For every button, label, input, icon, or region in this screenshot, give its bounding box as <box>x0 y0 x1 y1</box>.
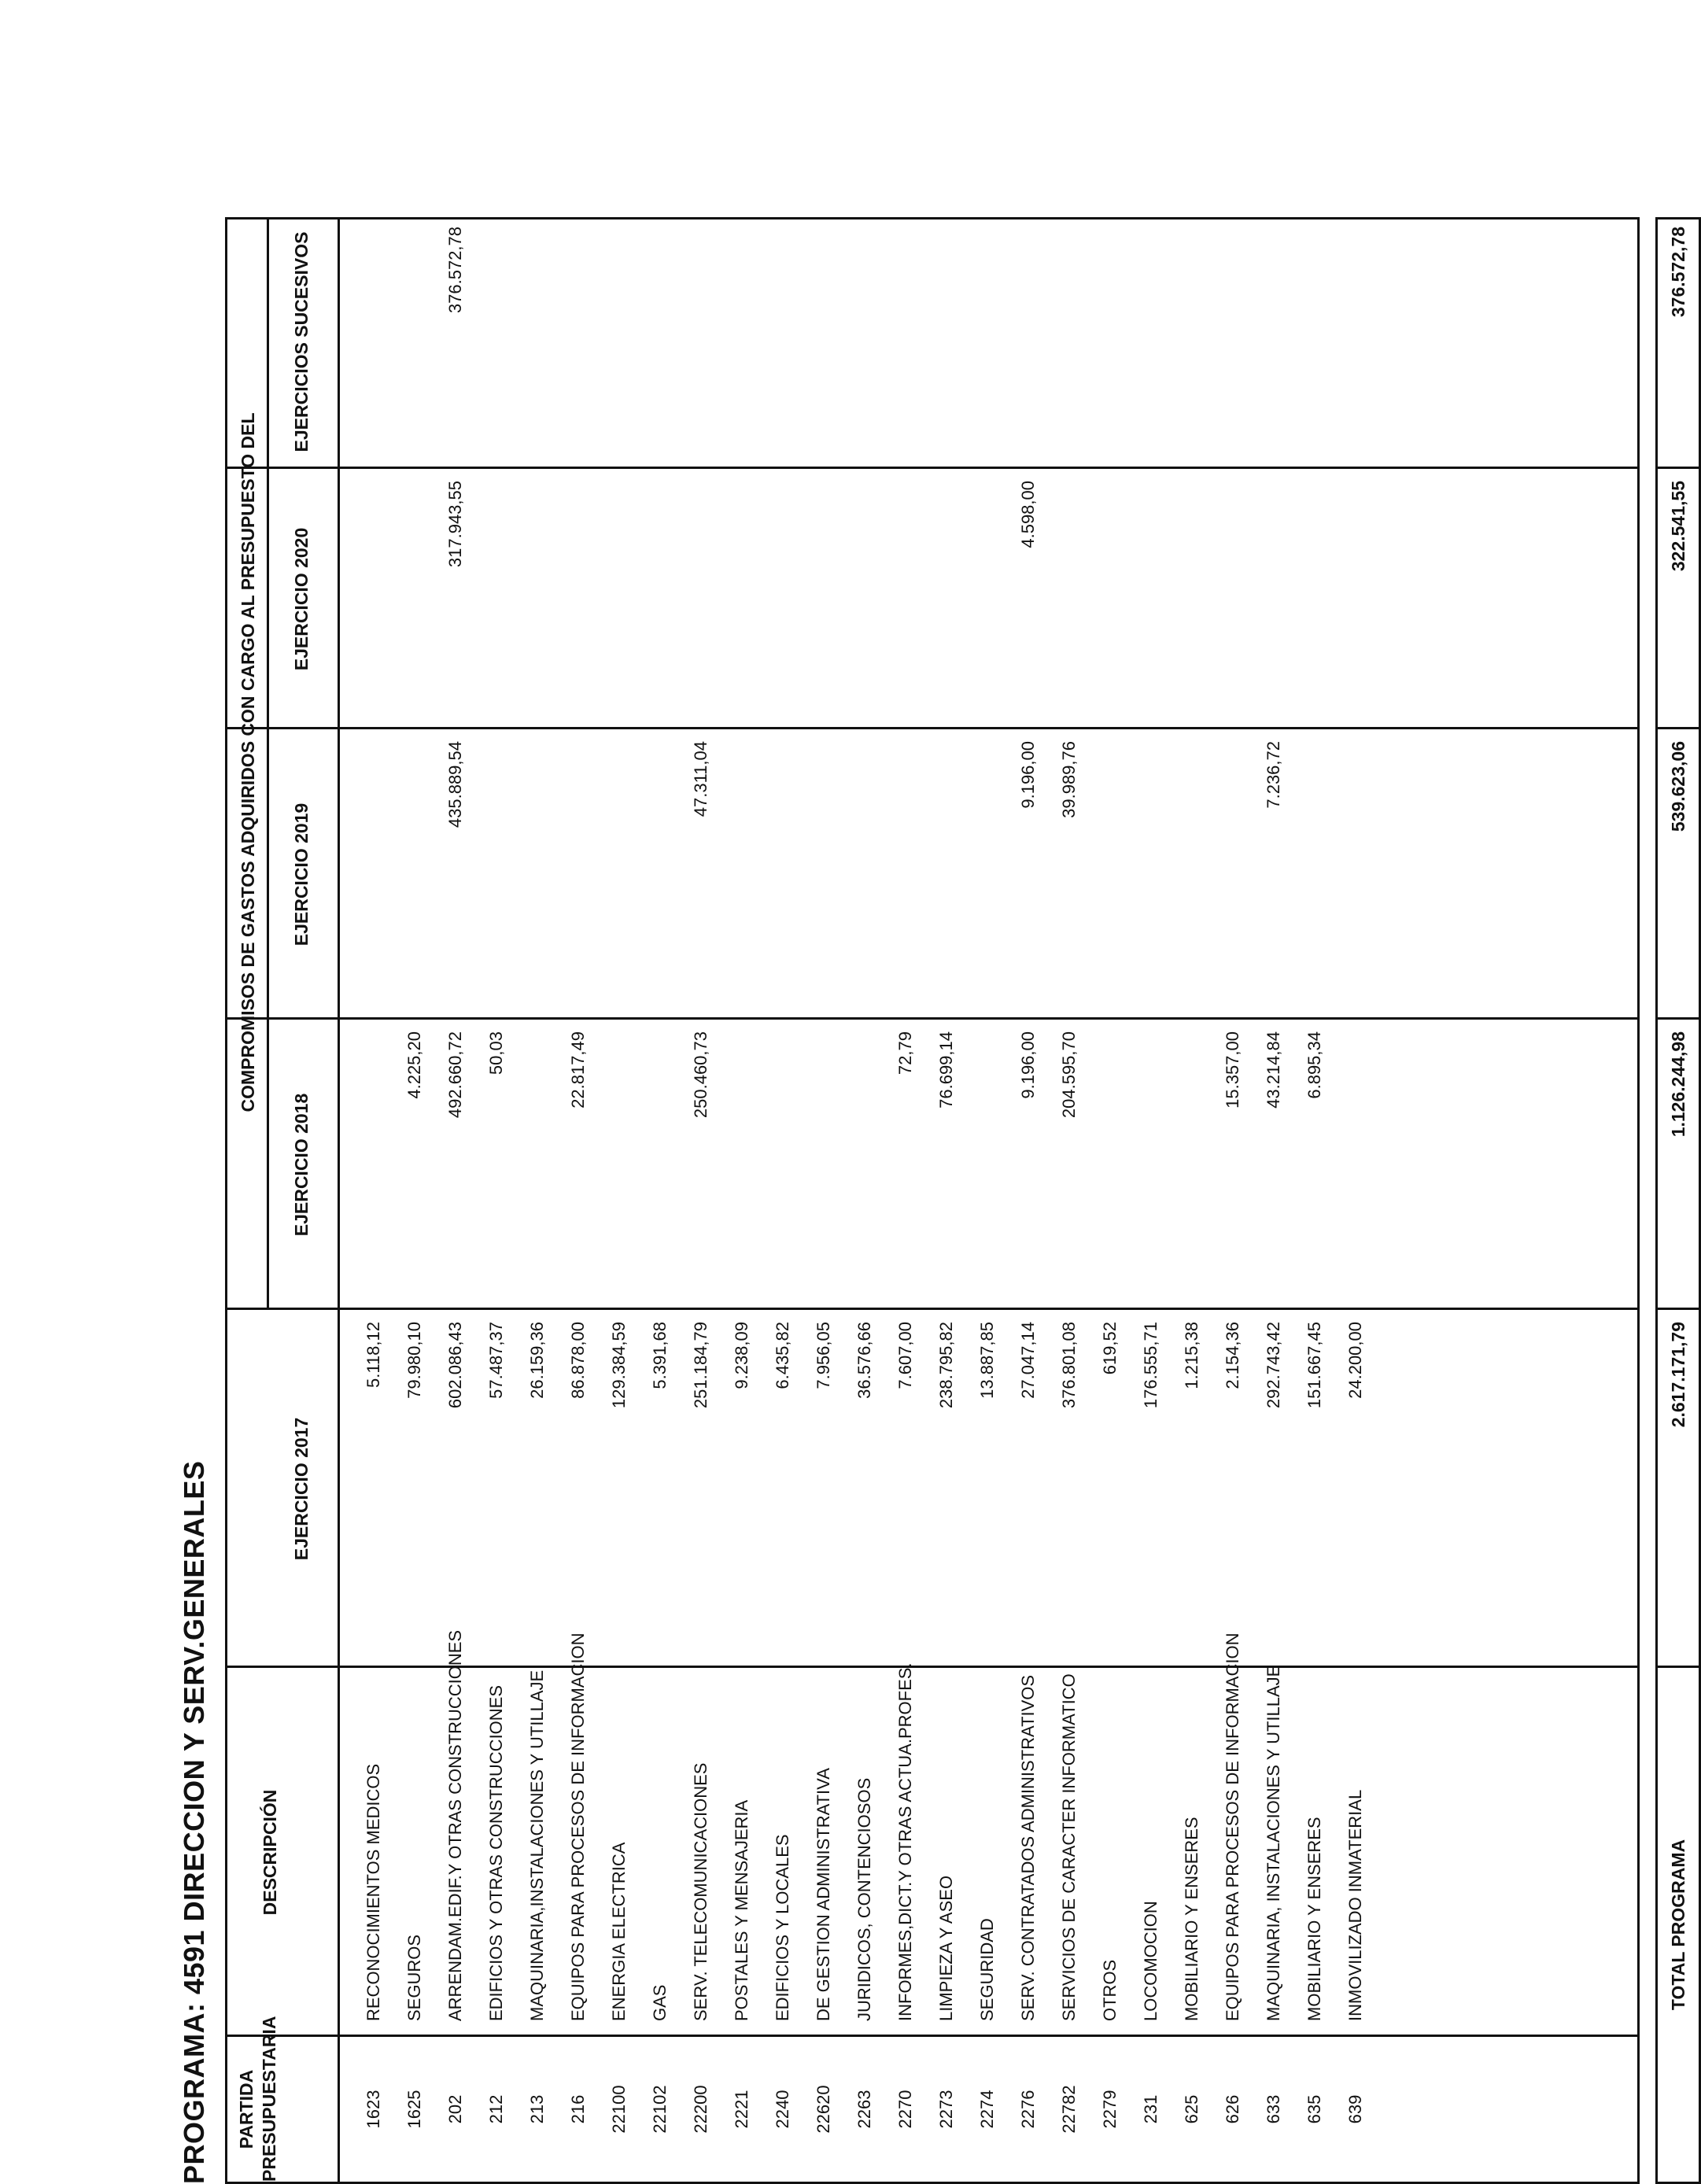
table-row <box>1172 220 1212 2182</box>
ejercicio-2017-value: 7.607,00 <box>895 1322 915 1389</box>
table-row <box>844 220 885 2182</box>
partida-code: 2274 <box>977 2090 997 2129</box>
ejercicio-2018-value: 4.225,20 <box>404 1031 424 1099</box>
partida-code: 635 <box>1304 2094 1324 2124</box>
ejercicio-2020-value <box>1335 481 1376 729</box>
descripcion: GAS <box>650 1984 670 2021</box>
table-row <box>435 220 476 2182</box>
descripcion: INFORMES,DICT.Y OTRAS ACTUA.PROFES. <box>895 1662 915 2021</box>
ejercicio-2017-value: 6.435,82 <box>773 1322 792 1389</box>
ejercicios-sucesivos-value <box>353 227 394 469</box>
descripcion: MOBILIARIO Y ENSERES <box>1182 1817 1201 2021</box>
total-2017: 2.617.171,79 <box>1668 1322 1688 1428</box>
ejercicio-2018-value: 22.817,49 <box>568 1031 588 1109</box>
table-row <box>967 220 1008 2182</box>
ejercicio-2018-value <box>353 1031 394 1310</box>
table-row <box>353 220 394 2182</box>
table-row <box>1008 220 1049 2182</box>
ejercicios-sucesivos-value <box>1008 227 1049 469</box>
partida-code: 213 <box>527 2094 547 2124</box>
descripcion: SEGUROS <box>404 1934 424 2021</box>
ejercicios-sucesivos-value <box>681 227 721 469</box>
ejercicios-sucesivos-value <box>476 227 517 469</box>
total-row <box>1655 217 1701 2184</box>
descripcion: SERVICIOS DE CARACTER INFORMATICO <box>1059 1673 1079 2021</box>
ejercicio-2018-value: 204.595,70 <box>1059 1031 1079 1119</box>
ejercicio-2020-value <box>885 481 926 729</box>
ejercicio-2019-value: 39.989,76 <box>1059 741 1079 818</box>
ejercicio-2017-value: 27.047,14 <box>1018 1322 1038 1399</box>
descripcion: OTROS <box>1100 1959 1120 2021</box>
ejercicios-sucesivos-value <box>762 227 803 469</box>
ejercicio-2020-value <box>558 481 599 729</box>
ejercicio-2019-value: 7.236,72 <box>1264 741 1283 809</box>
table-row <box>721 220 762 2182</box>
header-ejercicio-2017: EJERCICIO 2017 <box>291 1417 312 1561</box>
partida-code: 2270 <box>895 2090 915 2129</box>
ejercicio-2019-value <box>599 741 640 1020</box>
ejercicio-2019-value <box>640 741 681 1020</box>
budget-table <box>225 217 1640 2184</box>
partida-code: 212 <box>486 2094 506 2124</box>
ejercicio-2017-value: 619,52 <box>1100 1322 1120 1375</box>
ejercicio-2020-value <box>1212 481 1253 729</box>
ejercicios-sucesivos-value <box>517 227 558 469</box>
ejercicio-2019-value <box>967 741 1008 1020</box>
ejercicio-2020-value <box>803 481 844 729</box>
ejercicio-2019-value <box>1090 741 1131 1020</box>
ejercicio-2018-value <box>721 1031 762 1310</box>
ejercicios-sucesivos-value <box>1253 227 1294 469</box>
ejercicio-2017-value: 602.086,43 <box>445 1322 465 1409</box>
ejercicio-2019-value: 435.889,54 <box>445 741 465 828</box>
ejercicio-2019-value <box>803 741 844 1020</box>
ejercicio-2019-value <box>762 741 803 1020</box>
ejercicio-2019-value <box>394 741 435 1020</box>
ejercicio-2018-value <box>1335 1031 1376 1310</box>
ejercicio-2018-value <box>967 1031 1008 1310</box>
ejercicio-2017-value: 176.555,71 <box>1141 1322 1160 1409</box>
ejercicio-2020-value <box>1131 481 1172 729</box>
ejercicios-sucesivos-value <box>885 227 926 469</box>
partida-code: 2221 <box>732 2090 751 2129</box>
ejercicios-sucesivos-value: 376.572,78 <box>445 227 465 314</box>
ejercicio-2020-value <box>640 481 681 729</box>
ejercicio-2018-value <box>1131 1031 1172 1310</box>
ejercicio-2019-value <box>1172 741 1212 1020</box>
table-row <box>762 220 803 2182</box>
ejercicio-2017-value: 86.878,00 <box>568 1322 588 1399</box>
ejercicio-2020-value <box>517 481 558 729</box>
ejercicio-2018-value <box>599 1031 640 1310</box>
table-row <box>476 220 517 2182</box>
ejercicio-2017-value: 151.667,45 <box>1304 1322 1324 1409</box>
table-row <box>1253 220 1294 2182</box>
descripcion: SERV. CONTRATADOS ADMINISTRATIVOS <box>1018 1674 1038 2021</box>
table-row <box>640 220 681 2182</box>
ejercicio-2018-value <box>517 1031 558 1310</box>
ejercicio-2019-value <box>721 741 762 1020</box>
partida-code: 2276 <box>1018 2090 1038 2129</box>
ejercicio-2019-value <box>885 741 926 1020</box>
table-row <box>1131 220 1172 2182</box>
total-2018: 1.126.244,98 <box>1668 1031 1688 1138</box>
table-row <box>1090 220 1131 2182</box>
partida-code: 2273 <box>936 2090 956 2129</box>
ejercicio-2017-value: 24.200,00 <box>1345 1322 1365 1399</box>
partida-code: 22100 <box>609 2085 629 2134</box>
ejercicio-2017-value: 57.487,37 <box>486 1322 506 1399</box>
partida-code: 2279 <box>1100 2090 1120 2129</box>
page-title: PROGRAMA: 4591 DIRECCION Y SERV.GENERALES <box>178 1460 210 2184</box>
ejercicio-2020-value <box>394 481 435 729</box>
partida-code: 639 <box>1345 2094 1365 2124</box>
ejercicios-sucesivos-value <box>1294 227 1335 469</box>
table-row <box>1294 220 1335 2182</box>
descripcion: SEGURIDAD <box>977 1918 997 2021</box>
descripcion: DE GESTION ADMINISTRATIVA <box>814 1768 833 2021</box>
ejercicio-2020-value: 317.943,55 <box>445 481 465 568</box>
header-ejercicio-2018: EJERCICIO 2018 <box>291 1093 312 1237</box>
ejercicios-sucesivos-value <box>1090 227 1131 469</box>
ejercicio-2020-value <box>844 481 885 729</box>
partida-code: 22620 <box>814 2085 833 2134</box>
ejercicio-2018-value: 6.895,34 <box>1304 1031 1324 1099</box>
table-row <box>1335 220 1376 2182</box>
ejercicio-2017-value: 79.980,10 <box>404 1322 424 1399</box>
partida-code: 626 <box>1223 2094 1242 2124</box>
ejercicio-2018-value <box>844 1031 885 1310</box>
ejercicio-2019-value <box>1212 741 1253 1020</box>
partida-code: 2263 <box>854 2090 874 2129</box>
header-descripcion: DESCRIPCIÓN <box>260 1789 280 1916</box>
table-row <box>599 220 640 2182</box>
ejercicio-2019-value <box>1335 741 1376 1020</box>
ejercicio-2017-value: 238.795,82 <box>936 1322 956 1409</box>
ejercicio-2019-value <box>1131 741 1172 1020</box>
ejercicio-2018-value: 15.357,00 <box>1223 1031 1242 1109</box>
header-group: COMPROMISOS DE GASTOS ADQUIRIDOS CON CARGO AL PRESUPUESTO DEL <box>238 412 258 1112</box>
ejercicio-2019-value <box>926 741 967 1020</box>
descripcion: LOCOMOCION <box>1141 1901 1160 2021</box>
descripcion: MOBILIARIO Y ENSERES <box>1304 1817 1324 2021</box>
ejercicio-2017-value: 13.887,85 <box>977 1322 997 1399</box>
ejercicio-2019-value <box>517 741 558 1020</box>
ejercicio-2018-value: 43.214,84 <box>1264 1031 1283 1109</box>
table-row <box>1212 220 1253 2182</box>
partida-code: 22200 <box>691 2085 710 2134</box>
ejercicio-2020-value <box>1294 481 1335 729</box>
header-ejercicio-2019: EJERCICIO 2019 <box>291 802 312 946</box>
table-row <box>681 220 721 2182</box>
ejercicio-2020-value <box>476 481 517 729</box>
ejercicios-sucesivos-value <box>1049 227 1090 469</box>
ejercicio-2017-value: 129.384,59 <box>609 1322 629 1409</box>
ejercicio-2018-value <box>762 1031 803 1310</box>
total-sucesivos: 376.572,78 <box>1668 227 1688 318</box>
ejercicio-2020-value <box>967 481 1008 729</box>
descripcion: EQUIPOS PARA PROCESOS DE INFORMACION <box>1223 1632 1242 2021</box>
ejercicio-2020-value <box>762 481 803 729</box>
ejercicio-2019-value <box>1294 741 1335 1020</box>
ejercicios-sucesivos-value <box>926 227 967 469</box>
ejercicio-2017-value: 292.743,42 <box>1264 1322 1283 1409</box>
table-row <box>394 220 435 2182</box>
ejercicios-sucesivos-value <box>1335 227 1376 469</box>
ejercicio-2017-value: 5.118,12 <box>363 1322 383 1389</box>
ejercicios-sucesivos-value <box>803 227 844 469</box>
table-row <box>517 220 558 2182</box>
ejercicio-2020-value <box>1049 481 1090 729</box>
ejercicios-sucesivos-value <box>1131 227 1172 469</box>
table-row <box>926 220 967 2182</box>
header-ejercicio-2020: EJERCICIO 2020 <box>291 527 312 671</box>
table-row <box>558 220 599 2182</box>
table-row <box>885 220 926 2182</box>
ejercicio-2018-value: 492.660,72 <box>445 1031 465 1119</box>
header-ejercicios-sucesivos: EJERCICIOS SUCESIVOS <box>291 231 312 452</box>
ejercicio-2019-value <box>476 741 517 1020</box>
ejercicio-2017-value: 251.184,79 <box>691 1322 710 1409</box>
descripcion: SERV. TELECOMUNICACIONES <box>691 1762 710 2021</box>
ejercicios-sucesivos-value <box>599 227 640 469</box>
descripcion: LIMPIEZA Y ASEO <box>936 1875 956 2021</box>
ejercicio-2020-value <box>1253 481 1294 729</box>
descripcion: EQUIPOS PARA PROCESOS DE INFORMACION <box>568 1632 588 2021</box>
ejercicio-2019-value: 9.196,00 <box>1018 741 1038 809</box>
ejercicio-2018-value: 250.460,73 <box>691 1031 710 1119</box>
ejercicio-2020-value: 4.598,00 <box>1018 481 1038 548</box>
ejercicio-2018-value: 9.196,00 <box>1018 1031 1038 1099</box>
ejercicios-sucesivos-value <box>967 227 1008 469</box>
descripcion: JURIDICOS, CONTENCIOSOS <box>854 1777 874 2021</box>
ejercicio-2018-value: 76.699,14 <box>936 1031 956 1109</box>
ejercicios-sucesivos-value <box>558 227 599 469</box>
ejercicios-sucesivos-value <box>394 227 435 469</box>
ejercicio-2020-value <box>681 481 721 729</box>
descripcion: EDIFICIOS Y LOCALES <box>773 1834 792 2021</box>
ejercicios-sucesivos-value <box>844 227 885 469</box>
ejercicio-2019-value: 47.311,04 <box>691 741 710 817</box>
ejercicio-2017-value: 376.801,08 <box>1059 1322 1079 1409</box>
ejercicio-2018-value: 72,79 <box>895 1031 915 1075</box>
ejercicios-sucesivos-value <box>1172 227 1212 469</box>
table-row <box>1049 220 1090 2182</box>
total-2020: 322.541,55 <box>1668 481 1688 572</box>
descripcion: EDIFICIOS Y OTRAS CONSTRUCCIONES <box>486 1684 506 2021</box>
ejercicio-2019-value <box>353 741 394 1020</box>
partida-code: 625 <box>1182 2094 1201 2124</box>
partida-code: 2240 <box>773 2090 792 2129</box>
table-row <box>803 220 844 2182</box>
ejercicio-2018-value: 50,03 <box>486 1031 506 1075</box>
partida-code: 1623 <box>363 2090 383 2129</box>
partida-code: 633 <box>1264 2094 1283 2124</box>
ejercicios-sucesivos-value <box>721 227 762 469</box>
ejercicio-2017-value: 9.238,09 <box>732 1322 751 1389</box>
ejercicio-2017-value: 26.159,36 <box>527 1322 547 1399</box>
descripcion: POSTALES Y MENSAJERIA <box>732 1799 751 2021</box>
ejercicios-sucesivos-value <box>640 227 681 469</box>
ejercicio-2017-value: 7.956,05 <box>814 1322 833 1389</box>
descripcion: MAQUINARIA, INSTALACIONES Y UTILLAJE <box>1264 1665 1283 2021</box>
ejercicio-2020-value <box>721 481 762 729</box>
partida-code: 216 <box>568 2094 588 2124</box>
partida-code: 22102 <box>650 2085 670 2134</box>
descripcion: INMOVILIZADO INMATERIAL <box>1345 1789 1365 2021</box>
ejercicios-sucesivos-value <box>1212 227 1253 469</box>
partida-code: 202 <box>445 2094 465 2124</box>
ejercicio-2018-value <box>640 1031 681 1310</box>
partida-code: 22782 <box>1059 2085 1079 2134</box>
ejercicio-2020-value <box>353 481 394 729</box>
ejercicio-2018-value <box>1090 1031 1131 1310</box>
total-2019: 539.623,06 <box>1668 741 1688 832</box>
ejercicio-2020-value <box>1172 481 1212 729</box>
ejercicio-2019-value <box>558 741 599 1020</box>
ejercicio-2018-value <box>803 1031 844 1310</box>
ejercicio-2017-value: 1.215,38 <box>1182 1322 1201 1389</box>
descripcion: ENERGIA ELECTRICA <box>609 1842 629 2021</box>
header-partida: PARTIDA PRESUPUESTARIA <box>236 2016 279 2182</box>
descripcion: MAQUINARIA,INSTALACIONES Y UTILLAJE <box>527 1669 547 2021</box>
descripcion: ARRENDAM.EDIF.Y OTRAS CONSTRUCCIONES <box>445 1629 465 2021</box>
ejercicio-2017-value: 2.154,36 <box>1223 1322 1242 1389</box>
ejercicio-2019-value <box>844 741 885 1020</box>
ejercicio-2020-value <box>926 481 967 729</box>
partida-code: 231 <box>1141 2094 1160 2124</box>
ejercicio-2018-value <box>1172 1031 1212 1310</box>
ejercicio-2020-value <box>1090 481 1131 729</box>
ejercicio-2017-value: 5.391,68 <box>650 1322 670 1389</box>
partida-code: 1625 <box>404 2090 424 2129</box>
ejercicio-2020-value <box>599 481 640 729</box>
ejercicio-2017-value: 36.576,66 <box>854 1322 874 1399</box>
total-label: TOTAL PROGRAMA <box>1668 1839 1688 2011</box>
descripcion: RECONOCIMIENTOS MEDICOS <box>363 1763 383 2021</box>
